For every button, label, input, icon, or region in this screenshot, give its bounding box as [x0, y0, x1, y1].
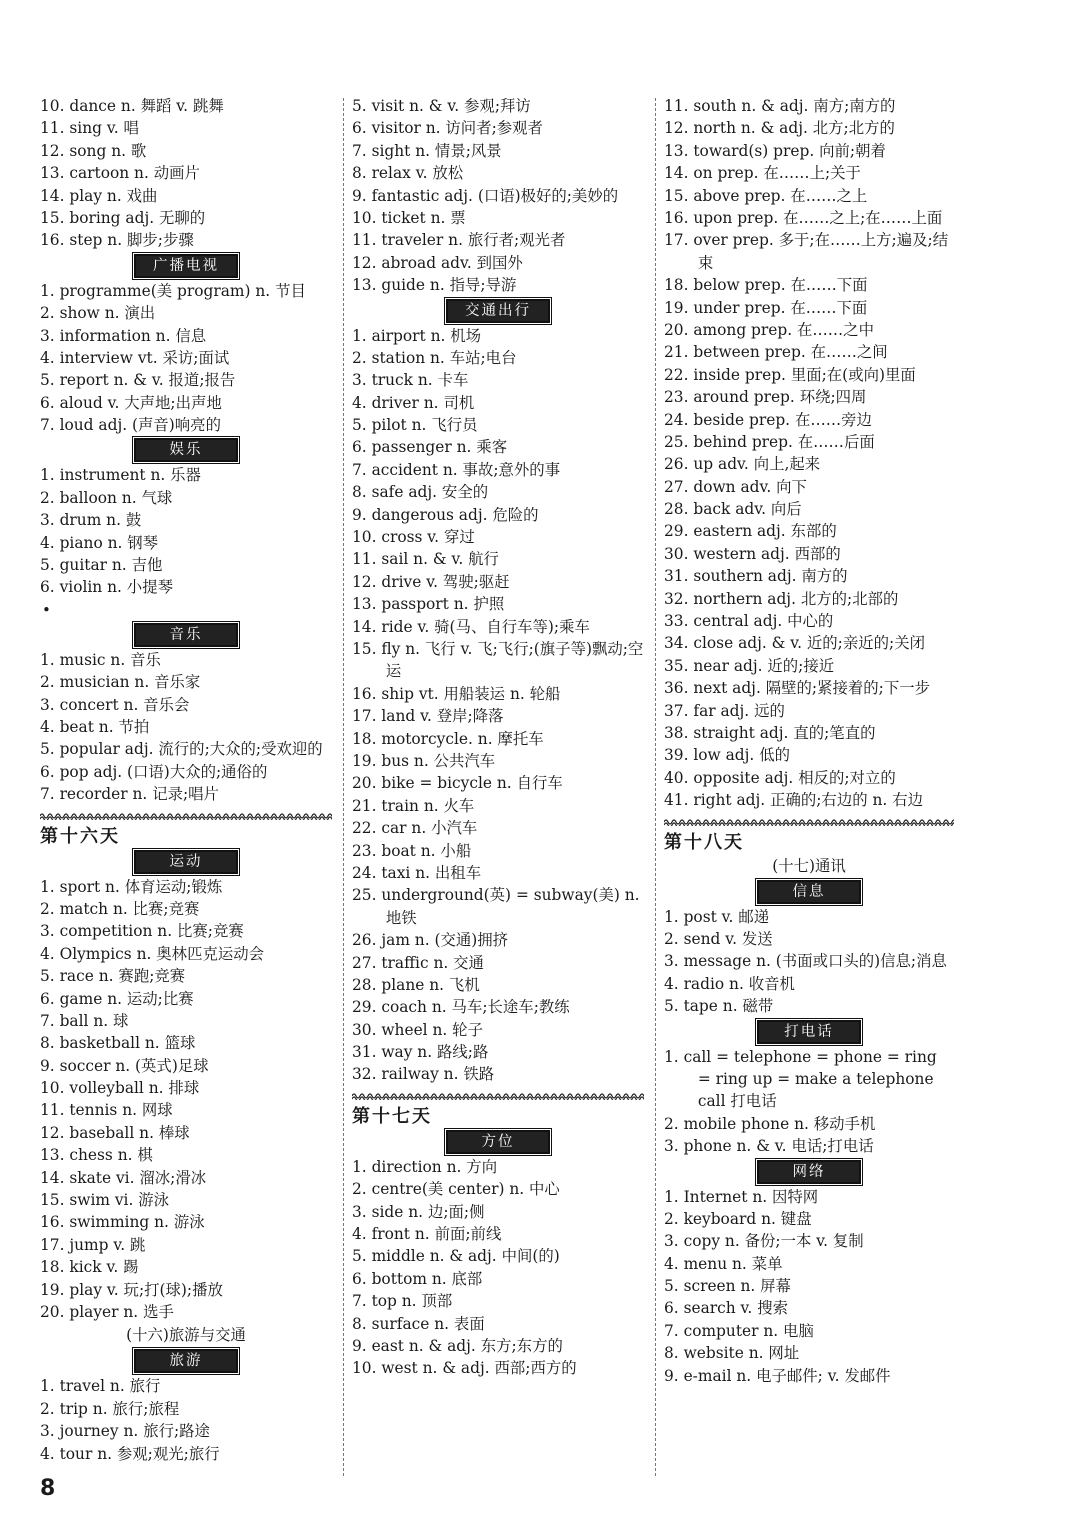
vocab-entry: 2. match n. 比赛;竞赛 — [40, 899, 200, 918]
vocab-entry: 15. swim vi. 游泳 — [40, 1191, 170, 1210]
vocab-entry: 2. send v. 发送 — [664, 929, 773, 948]
vocab-entry: 8. safe adj. 安全的 — [352, 483, 489, 502]
vocab-entry: 37. far adj. 远的 — [664, 701, 785, 720]
vocab-entry: 26. up adv. 向上,起来 — [664, 455, 821, 474]
vocab-entry: 1. airport n. 机场 — [352, 326, 482, 345]
vocab-entry: 16. upon prep. 在……之上;在……上面 — [664, 208, 943, 227]
column-right — [664, 95, 954, 1387]
vocab-entry: 9. east n. & adj. 东方;东方的 — [352, 1336, 563, 1355]
vocab-entry: 26. jam n. (交通)拥挤 — [352, 931, 509, 950]
vocab-entry: 4. piano n. 钢琴 — [40, 533, 159, 552]
vocab-entry: 35. near adj. 近的;接近 — [664, 656, 835, 675]
day-title: 第十八天 — [664, 831, 744, 853]
vocab-entry: 25. behind prep. 在……后面 — [664, 432, 875, 451]
day-heading — [664, 818, 954, 854]
wavy-divider — [664, 818, 954, 826]
section-heading: 旅游 — [134, 1349, 238, 1373]
vocab-entry: 10. dance n. 舞蹈 v. 跳舞 — [40, 97, 224, 115]
vocab-entry: 7. sight n. 情景;风景 — [352, 141, 502, 160]
section-heading: 运动 — [134, 850, 238, 874]
vocab-entry: 2. trip n. 旅行;旅程 — [40, 1399, 180, 1418]
vocab-entry: 8. basketball n. 篮球 — [40, 1034, 196, 1053]
section-heading: 信息 — [757, 880, 861, 904]
vocab-entry: 8. website n. 网址 — [664, 1344, 800, 1363]
vocab-entry: 30. western adj. 西部的 — [664, 544, 841, 563]
day-heading — [40, 812, 332, 848]
vocab-entry: 25. underground(英) = subway(美) n. 地铁 — [352, 886, 640, 927]
vocab-entry: 1. programme(美 program) n. 节目 — [40, 281, 306, 300]
vocab-entry: 6. search v. 搜索 — [664, 1299, 788, 1318]
vocab-entry: 2. show n. 演出 — [40, 304, 156, 323]
vocab-entry: 10. cross v. 穿过 — [352, 528, 475, 547]
vocab-entry: 10. west n. & adj. 西部;西方的 — [352, 1359, 577, 1378]
vocab-entry: 5. race n. 赛跑;竞赛 — [40, 967, 186, 986]
vocab-entry: 3. competition n. 比赛;竞赛 — [40, 922, 244, 941]
vocab-entry: 12. baseball n. 棒球 — [40, 1123, 190, 1142]
vocab-entry: 6. passenger n. 乘客 — [352, 438, 508, 457]
wavy-divider — [40, 812, 332, 820]
vocab-entry: 13. guide n. 指导;导游 — [352, 276, 517, 295]
vocab-entry: 1. sport n. 体育运动;锻炼 — [40, 877, 223, 896]
vocab-entry: 1. Internet n. 因特网 — [664, 1187, 819, 1206]
column-left — [40, 95, 332, 1465]
wavy-divider — [352, 1092, 644, 1100]
vocab-entry: 41. right adj. 正确的;右边的 n. 右边 — [664, 791, 923, 810]
vocab-entry: 17. land v. 登岸;降落 — [352, 707, 504, 726]
vocab-entry: 14. on prep. 在……上;关于 — [664, 164, 861, 183]
vocab-entry: 11. tennis n. 网球 — [40, 1101, 173, 1120]
section-heading: 交通出行 — [446, 299, 550, 323]
vocab-entry: 19. bus n. 公共汽车 — [352, 751, 496, 770]
section-heading: 音乐 — [134, 623, 238, 647]
vocab-entry: 6. visitor n. 访问者;参观者 — [352, 119, 543, 138]
vocab-entry: 28. plane n. 飞机 — [352, 975, 480, 994]
vocab-entry: 4. beat n. 节拍 — [40, 717, 150, 736]
vocab-entry: 29. eastern adj. 东部的 — [664, 522, 837, 541]
vocab-entry: 24. beside prep. 在……旁边 — [664, 410, 872, 429]
vocab-entry: 16. ship vt. 用船装运 n. 轮船 — [352, 684, 561, 703]
vocab-entry: 1. direction n. 方向 — [352, 1157, 498, 1176]
vocab-entry: 20. player n. 选手 — [40, 1302, 174, 1321]
vocab-entry: 11. south n. & adj. 南方;南方的 — [664, 97, 896, 115]
vocab-entry: 39. low adj. 低的 — [664, 746, 790, 765]
vocab-entry: 2. keyboard n. 键盘 — [664, 1209, 812, 1228]
vocab-entry: 2. mobile phone n. 移动手机 — [664, 1114, 876, 1133]
vocab-entry: 6. bottom n. 底部 — [352, 1269, 483, 1288]
vocab-entry: 30. wheel n. 轮子 — [352, 1020, 483, 1039]
vocab-entry: 32. northern adj. 北方的;北部的 — [664, 589, 899, 608]
vocab-entry: 19. play v. 玩;打(球);播放 — [40, 1280, 223, 1299]
vocab-entry: 6. game n. 运动;比赛 — [40, 989, 194, 1008]
vocab-entry: 4. interview vt. 采访;面试 — [40, 348, 230, 367]
vocab-entry: 18. kick v. 踢 — [40, 1258, 139, 1277]
vocab-entry: 11. traveler n. 旅行者;观光者 — [352, 231, 566, 250]
vocab-entry: 4. radio n. 收音机 — [664, 974, 795, 993]
vocab-entry: 14. play n. 戏曲 — [40, 186, 158, 205]
vocab-entry: 7. recorder n. 记录;唱片 — [40, 785, 219, 804]
vocab-entry: 6. aloud v. 大声地;出声地 — [40, 393, 222, 412]
vocab-entry: 27. down adv. 向下 — [664, 477, 807, 496]
vocab-entry: 12. north n. & adj. 北方;北方的 — [664, 119, 895, 138]
vocab-entry: 23. boat n. 小船 — [352, 841, 472, 860]
vocab-entry: 6. pop adj. (口语)大众的;通俗的 — [40, 762, 268, 781]
vocab-entry: 15. boring adj. 无聊的 — [40, 208, 206, 227]
vocab-entry: 3. information n. 信息 — [40, 326, 207, 345]
vocab-entry: 9. dangerous adj. 危险的 — [352, 505, 539, 524]
vocab-entry: 5. pilot n. 飞行员 — [352, 416, 478, 435]
vocab-entry: 15. above prep. 在……之上 — [664, 186, 868, 205]
column-middle — [352, 95, 644, 1380]
vocab-entry: 11. sail n. & v. 航行 — [352, 550, 499, 569]
vocab-entry: 8. surface n. 表面 — [352, 1314, 485, 1333]
vocab-entry: 3. drum n. 鼓 — [40, 511, 142, 530]
vocab-entry: 21. between prep. 在……之间 — [664, 343, 888, 362]
vocab-entry: 9. soccer n. (英式)足球 — [40, 1056, 209, 1075]
vocab-entry: 12. drive v. 驾驶;驱赶 — [352, 572, 510, 591]
vocab-entry: 3. copy n. 备份;一本 v. 复制 — [664, 1232, 864, 1251]
vocab-entry: 3. phone n. & v. 电话;打电话 — [664, 1137, 874, 1156]
vocab-entry: 4. tour n. 参观;观光;旅行 — [40, 1444, 220, 1463]
vocab-entry: 38. straight adj. 直的;笔直的 — [664, 723, 876, 742]
vocab-entry: 19. under prep. 在……下面 — [664, 298, 868, 317]
vocab-entry: 2. centre(美 center) n. 中心 — [352, 1180, 560, 1199]
vocab-entry: 14. ride v. 骑(马、自行车等);乘车 — [352, 617, 590, 636]
vocab-entry: 11. sing v. 唱 — [40, 119, 139, 138]
vocab-entry: 18. motorcycle. n. 摩托车 — [352, 729, 544, 748]
vocab-entry: 13. toward(s) prep. 向前;朝着 — [664, 141, 886, 160]
vocab-entry: 1. post v. 邮递 — [664, 907, 770, 926]
vocab-entry: 4. menu n. 菜单 — [664, 1254, 783, 1273]
day-title: 第十六天 — [40, 825, 120, 847]
vocab-entry: 31. way n. 路线;路 — [352, 1043, 489, 1062]
vocab-entry: 32. railway n. 铁路 — [352, 1065, 495, 1084]
vocab-entry: 3. truck n. 卡车 — [352, 371, 469, 390]
vocab-entry: 1. travel n. 旅行 — [40, 1377, 161, 1396]
vocab-entry: 13. cartoon n. 动画片 — [40, 164, 200, 183]
section-heading: 方位 — [446, 1130, 550, 1154]
vocab-entry: 4. driver n. 司机 — [352, 393, 475, 412]
vocab-entry: 28. back adv. 向后 — [664, 500, 802, 519]
day-title: 第十七天 — [352, 1105, 432, 1127]
vocab-entry: 6. violin n. 小提琴 — [40, 578, 173, 597]
vocab-entry: 1. call = telephone = phone = ring = ring up = make a telephone call 打电话 — [664, 1047, 937, 1111]
vocab-entry: 5. visit n. & v. 参观;拜访 — [352, 97, 531, 115]
vocab-entry: 14. skate vi. 溜冰;滑冰 — [40, 1168, 207, 1187]
stray-dot: • — [42, 600, 51, 619]
vocab-entry: 13. passport n. 护照 — [352, 595, 505, 614]
vocab-entry: 27. traffic n. 交通 — [352, 953, 484, 972]
vocab-entry: 4. front n. 前面;前线 — [352, 1225, 502, 1244]
day-heading — [352, 1092, 644, 1128]
vocab-entry: 2. balloon n. 气球 — [40, 488, 173, 507]
vocab-entry: 7. top n. 顶部 — [352, 1292, 453, 1311]
vocab-entry: 18. below prep. 在……下面 — [664, 276, 868, 295]
vocab-entry: 5. popular adj. 流行的;大众的;受欢迎的 — [40, 740, 323, 759]
vocab-entry: 29. coach n. 马车;长途车;教练 — [352, 998, 570, 1017]
vocab-entry: 1. music n. 音乐 — [40, 650, 161, 669]
vocab-entry: 20. bike = bicycle n. 自行车 — [352, 774, 563, 793]
vocab-entry: 7. loud adj. (声音)响亮的 — [40, 416, 221, 435]
vocab-entry: 2. musician n. 音乐家 — [40, 673, 201, 692]
vocab-entry: 3. side n. 边;面;侧 — [352, 1202, 485, 1221]
vocab-entry: 5. middle n. & adj. 中间(的) — [352, 1247, 560, 1266]
vocab-entry: 4. Olympics n. 奥林匹克运动会 — [40, 944, 265, 963]
vocab-entry: 34. close adj. & v. 近的;亲近的;关闭 — [664, 634, 926, 653]
vocab-entry: 3. journey n. 旅行;路途 — [40, 1422, 210, 1441]
vocab-entry: 16. swimming n. 游泳 — [40, 1213, 205, 1232]
vocab-entry: 7. accident n. 事故;意外的事 — [352, 460, 561, 479]
vocab-entry: 10. ticket n. 票 — [352, 208, 466, 227]
vocab-entry: 22. car n. 小汽车 — [352, 819, 478, 838]
vocab-entry: 8. relax v. 放松 — [352, 164, 464, 183]
vocab-entry: 12. song n. 歌 — [40, 141, 147, 160]
vocab-entry: 3. concert n. 音乐会 — [40, 695, 190, 714]
vocab-entry: 17. jump v. 跳 — [40, 1235, 146, 1254]
vocab-entry: 15. fly n. 飞行 v. 飞;飞行;(旗子等)飘动;空运 — [352, 639, 644, 681]
vocab-entry: 1. instrument n. 乐器 — [40, 466, 201, 485]
vocab-entry: 7. computer n. 电脑 — [664, 1321, 814, 1340]
section-heading: 娱乐 — [134, 438, 238, 462]
vocab-entry: 9. e-mail n. 电子邮件; v. 发邮件 — [664, 1366, 891, 1385]
page-number: 8 — [40, 1476, 56, 1501]
vocab-entry: 31. southern adj. 南方的 — [664, 567, 848, 586]
column-divider — [343, 98, 344, 1476]
vocab-entry: 5. tape n. 磁带 — [664, 997, 774, 1016]
vocab-entry: 33. central adj. 中心的 — [664, 612, 834, 631]
section-heading: 网络 — [757, 1160, 861, 1184]
vocab-entry: 17. over prep. 多于;在……上方;遍及;结束 — [664, 231, 949, 272]
vocab-entry: 13. chess n. 棋 — [40, 1146, 153, 1165]
topic-subheading: (十七)通讯 — [772, 856, 846, 875]
column-divider — [655, 98, 656, 1476]
section-heading: 广播电视 — [134, 254, 238, 278]
vocab-entry: 20. among prep. 在……之中 — [664, 320, 874, 339]
vocab-entry: 36. next adj. 隔壁的;紧接着的;下一步 — [664, 679, 931, 698]
topic-subheading: (十六)旅游与交通 — [126, 1326, 246, 1345]
vocab-entry: 3. message n. (书面或口头的)信息;消息 — [664, 952, 947, 971]
vocab-entry: 5. screen n. 屏幕 — [664, 1277, 791, 1296]
vocab-entry: 7. ball n. 球 — [40, 1011, 129, 1030]
vocab-entry: 40. opposite adj. 相反的;对立的 — [664, 768, 896, 787]
vocab-entry: 23. around prep. 环绕;四周 — [664, 388, 867, 407]
vocab-entry: 16. step n. 脚步;步骤 — [40, 231, 194, 250]
vocab-entry: 9. fantastic adj. (口语)极好的;美妙的 — [352, 186, 619, 205]
vocab-entry: 2. station n. 车站;电台 — [352, 348, 517, 367]
vocab-entry: 21. train n. 火车 — [352, 796, 475, 815]
vocab-entry: 22. inside prep. 里面;在(或向)里面 — [664, 365, 916, 384]
vocab-entry: 5. report n. & v. 报道;报告 — [40, 371, 236, 390]
vocab-entry: 12. abroad adv. 到国外 — [352, 253, 523, 272]
vocab-entry: 10. volleyball n. 排球 — [40, 1079, 200, 1098]
vocab-entry: 24. taxi n. 出租车 — [352, 863, 482, 882]
section-heading: 打电话 — [757, 1020, 861, 1044]
vocab-entry: 5. guitar n. 吉他 — [40, 556, 163, 575]
